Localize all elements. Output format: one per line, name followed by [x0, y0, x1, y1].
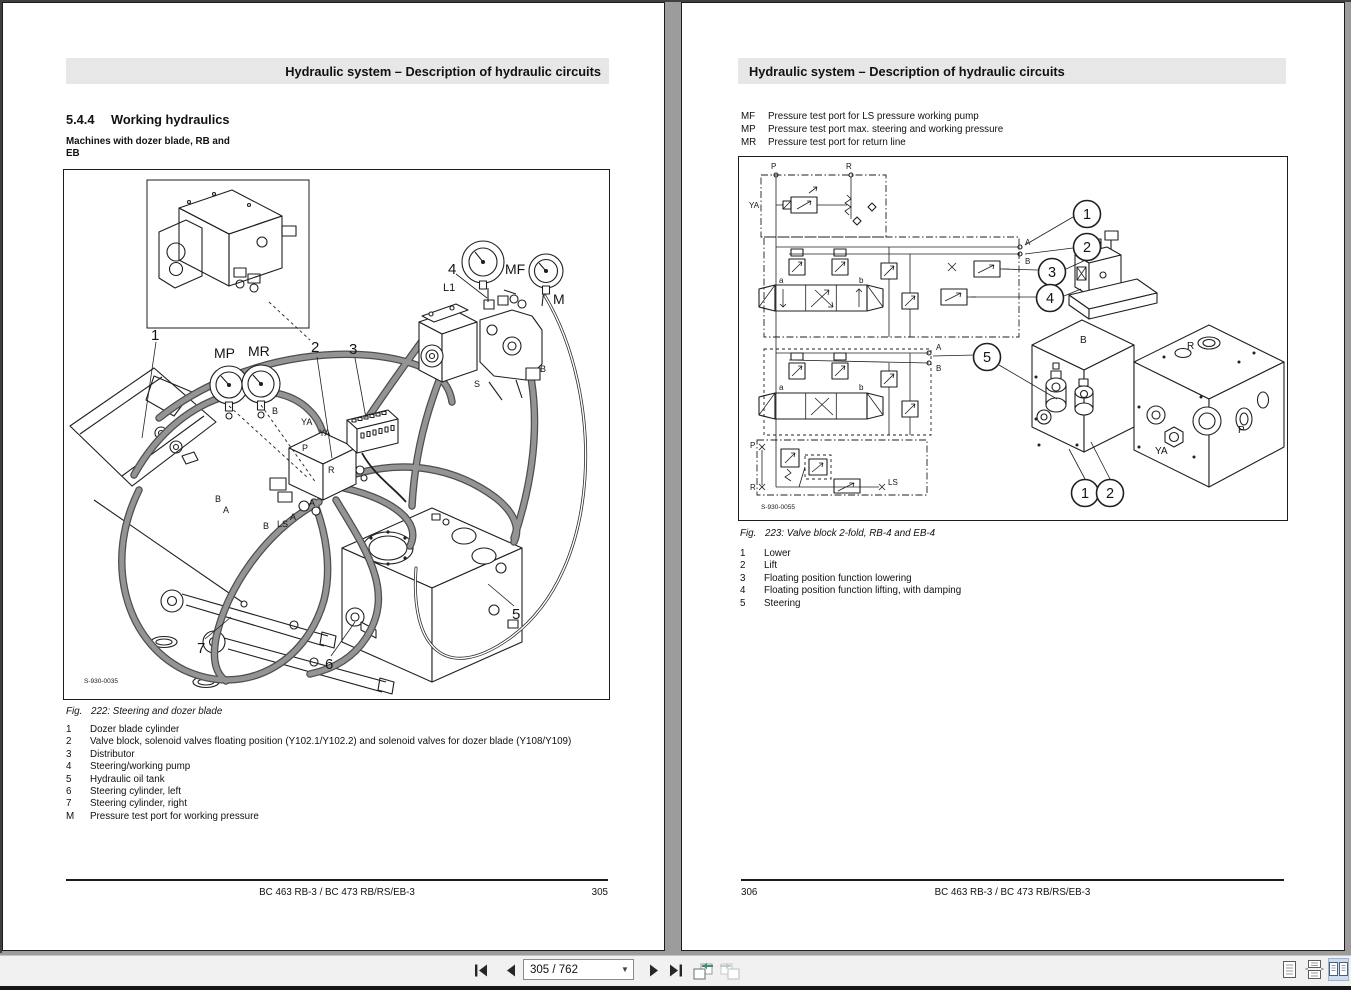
callout-number: 5: [982, 350, 992, 366]
port-item: MF Pressure test port for LS pressure working pump: [741, 111, 979, 122]
legend-item: M Pressure test port for working pressure: [66, 810, 259, 822]
diagram-label: R: [750, 483, 756, 492]
section-number: 5.4.4: [66, 112, 95, 127]
diagram-label: YA: [301, 417, 313, 427]
dozer-blade-assembly: [70, 368, 247, 607]
diagram-label: P: [771, 162, 777, 171]
continuous-view-button[interactable]: [1304, 958, 1325, 981]
figure-caption: Fig. 222: Steering and dozer blade: [66, 706, 223, 717]
page-header: [66, 58, 609, 84]
diagram-label: LS: [277, 519, 289, 529]
diagram-label: 6: [325, 656, 334, 673]
figure-legend: [740, 548, 1264, 610]
previous-page-icon: [505, 964, 517, 977]
pdf-page-305: [2, 2, 665, 951]
diagram-label: A: [223, 505, 230, 515]
single-page-view-button[interactable]: [1279, 958, 1300, 981]
legend-item: 1 Lower: [740, 548, 791, 559]
last-page-button[interactable]: [663, 957, 689, 983]
hydraulic-schematic: [757, 173, 1022, 495]
callout-number: 3: [1047, 265, 1057, 281]
figure-223: [738, 156, 1288, 521]
footer-page-number: 306: [741, 887, 758, 898]
footer-model: BC 463 RB-3 / BC 473 RB/RS/EB-3: [934, 887, 1091, 898]
section-title: Working hydraulics: [111, 112, 230, 127]
diagram-label: LS: [888, 478, 898, 487]
diagram-label: M: [553, 291, 565, 307]
figure-223-diagram: [739, 157, 1285, 518]
port-item: MR Pressure test port for return line: [741, 137, 906, 148]
footer-page-number: 305: [591, 887, 608, 898]
diagram-label: A: [290, 512, 297, 522]
footer-rule: [66, 879, 608, 881]
pdf-page-306: [681, 2, 1345, 951]
page-header: [738, 58, 1286, 84]
first-page-icon: [473, 964, 489, 977]
figure-legend: [66, 724, 590, 823]
side-heading: Machines with dozer blade, RB and EB: [66, 136, 230, 159]
legend-item: 4 Steering/working pump: [66, 761, 191, 773]
continuous-view-icon: [1305, 960, 1324, 979]
diagram-label: 4: [448, 261, 457, 278]
footer-rule: [741, 879, 1284, 881]
page-combo-dropdown-arrow[interactable]: ▼: [621, 965, 629, 974]
diagram-label: S-930-0055: [761, 504, 795, 511]
last-page-icon: [668, 964, 684, 977]
diagram-label: MP: [214, 345, 235, 361]
callout-number: 1: [1080, 486, 1090, 502]
single-page-view-icon: [1281, 960, 1298, 979]
diagram-label: 2: [311, 339, 320, 356]
diagram-label: R: [328, 465, 335, 475]
diagram-label: a: [779, 383, 784, 392]
diagram-label: S-930-0035: [84, 678, 118, 685]
diagram-label: B: [936, 364, 942, 373]
legend-item: 6 Steering cylinder, left: [66, 786, 181, 798]
figure-222-diagram: [64, 170, 607, 697]
legend-item: 5 Steering: [740, 597, 801, 609]
diagram-label: 5: [512, 606, 521, 623]
legend-item: 2 Valve block, solenoid valves floating position (Y102.1/Y102.2) and solenoid valves for dozer blade (Y108/Y109): [66, 736, 572, 748]
diagram-label: b: [859, 383, 864, 392]
callout-number: 2: [1082, 240, 1092, 256]
page-number-input[interactable]: [524, 964, 617, 976]
first-page-button[interactable]: [468, 957, 494, 983]
callout-number: 2: [1105, 486, 1115, 502]
next-page-icon: [648, 964, 660, 977]
diagram-label: A: [936, 343, 942, 352]
page-header-text: Hydraulic system – Description of hydraulic circuits: [749, 63, 1065, 79]
diagram-label: B: [540, 364, 547, 374]
hydraulic-oil-tank: [342, 508, 522, 682]
legend-item: 2 Lift: [740, 560, 778, 572]
legend-item: 7 Steering cylinder, right: [66, 798, 187, 810]
diagram-label: S: [474, 379, 481, 389]
port-item: MP Pressure test port max. steering and working pressure: [741, 124, 1004, 135]
diagram-label: a: [779, 276, 784, 285]
diagram-label: YA: [749, 201, 760, 210]
diagram-label: 1: [151, 327, 160, 344]
diagram-label: B: [272, 406, 279, 416]
previous-view-icon: [692, 960, 715, 980]
diagram-label: MF: [505, 261, 526, 277]
footer-model: BC 463 RB-3 / BC 473 RB/RS/EB-3: [259, 887, 415, 898]
legend-item: 4 Floating position function lifting, with damping: [740, 585, 962, 597]
facing-pages-view-button[interactable]: [1328, 958, 1349, 981]
diagram-label: R: [846, 162, 852, 171]
diagram-label: A: [1025, 238, 1031, 247]
diagram-label: P: [750, 441, 756, 450]
diagram-label: P: [1238, 425, 1245, 436]
diagram-label: 7: [197, 640, 206, 657]
diagram-label: B: [215, 494, 222, 504]
figure-caption: Fig. 223: Valve block 2-fold, RB-4 and EB-4: [740, 528, 936, 539]
diagram-label: MR: [248, 343, 270, 359]
legend-item: 5 Hydraulic oil tank: [66, 773, 165, 785]
previous-view-button[interactable]: [690, 957, 716, 983]
diagram-label: B: [1080, 335, 1087, 346]
page-number-combo[interactable]: [523, 959, 634, 980]
next-view-icon: [718, 960, 741, 980]
callout-number: 1: [1082, 207, 1092, 223]
legend-item: 1 Dozer blade cylinder: [66, 724, 180, 735]
port-legend: [741, 110, 1003, 149]
diagram-label: b: [859, 276, 864, 285]
diagram-label: YA: [1155, 446, 1168, 457]
callout-number: 4: [1045, 291, 1055, 307]
diagram-label: L1: [443, 282, 456, 294]
facing-pages-view-icon: [1329, 961, 1348, 978]
previous-page-button[interactable]: [498, 957, 524, 983]
diagram-label: YA: [319, 428, 331, 438]
section-heading: [66, 112, 230, 127]
figure-222: [63, 169, 610, 700]
next-view-button[interactable]: [716, 957, 742, 983]
legend-item: 3 Floating position function lowering: [740, 572, 912, 584]
window-bottom-edge: [0, 986, 1351, 990]
legend-item: 3 Distributor: [66, 748, 135, 760]
diagram-label: P: [302, 443, 309, 453]
diagram-label: B: [1025, 257, 1031, 266]
page-header-text: Hydraulic system – Description of hydraulic circuits: [285, 63, 601, 79]
diagram-label: 3: [349, 341, 358, 358]
inset-valve-block-detail: [147, 180, 309, 328]
diagram-label: A: [309, 498, 316, 508]
diagram-label: R: [1187, 341, 1195, 352]
diagram-label: B: [263, 521, 270, 531]
